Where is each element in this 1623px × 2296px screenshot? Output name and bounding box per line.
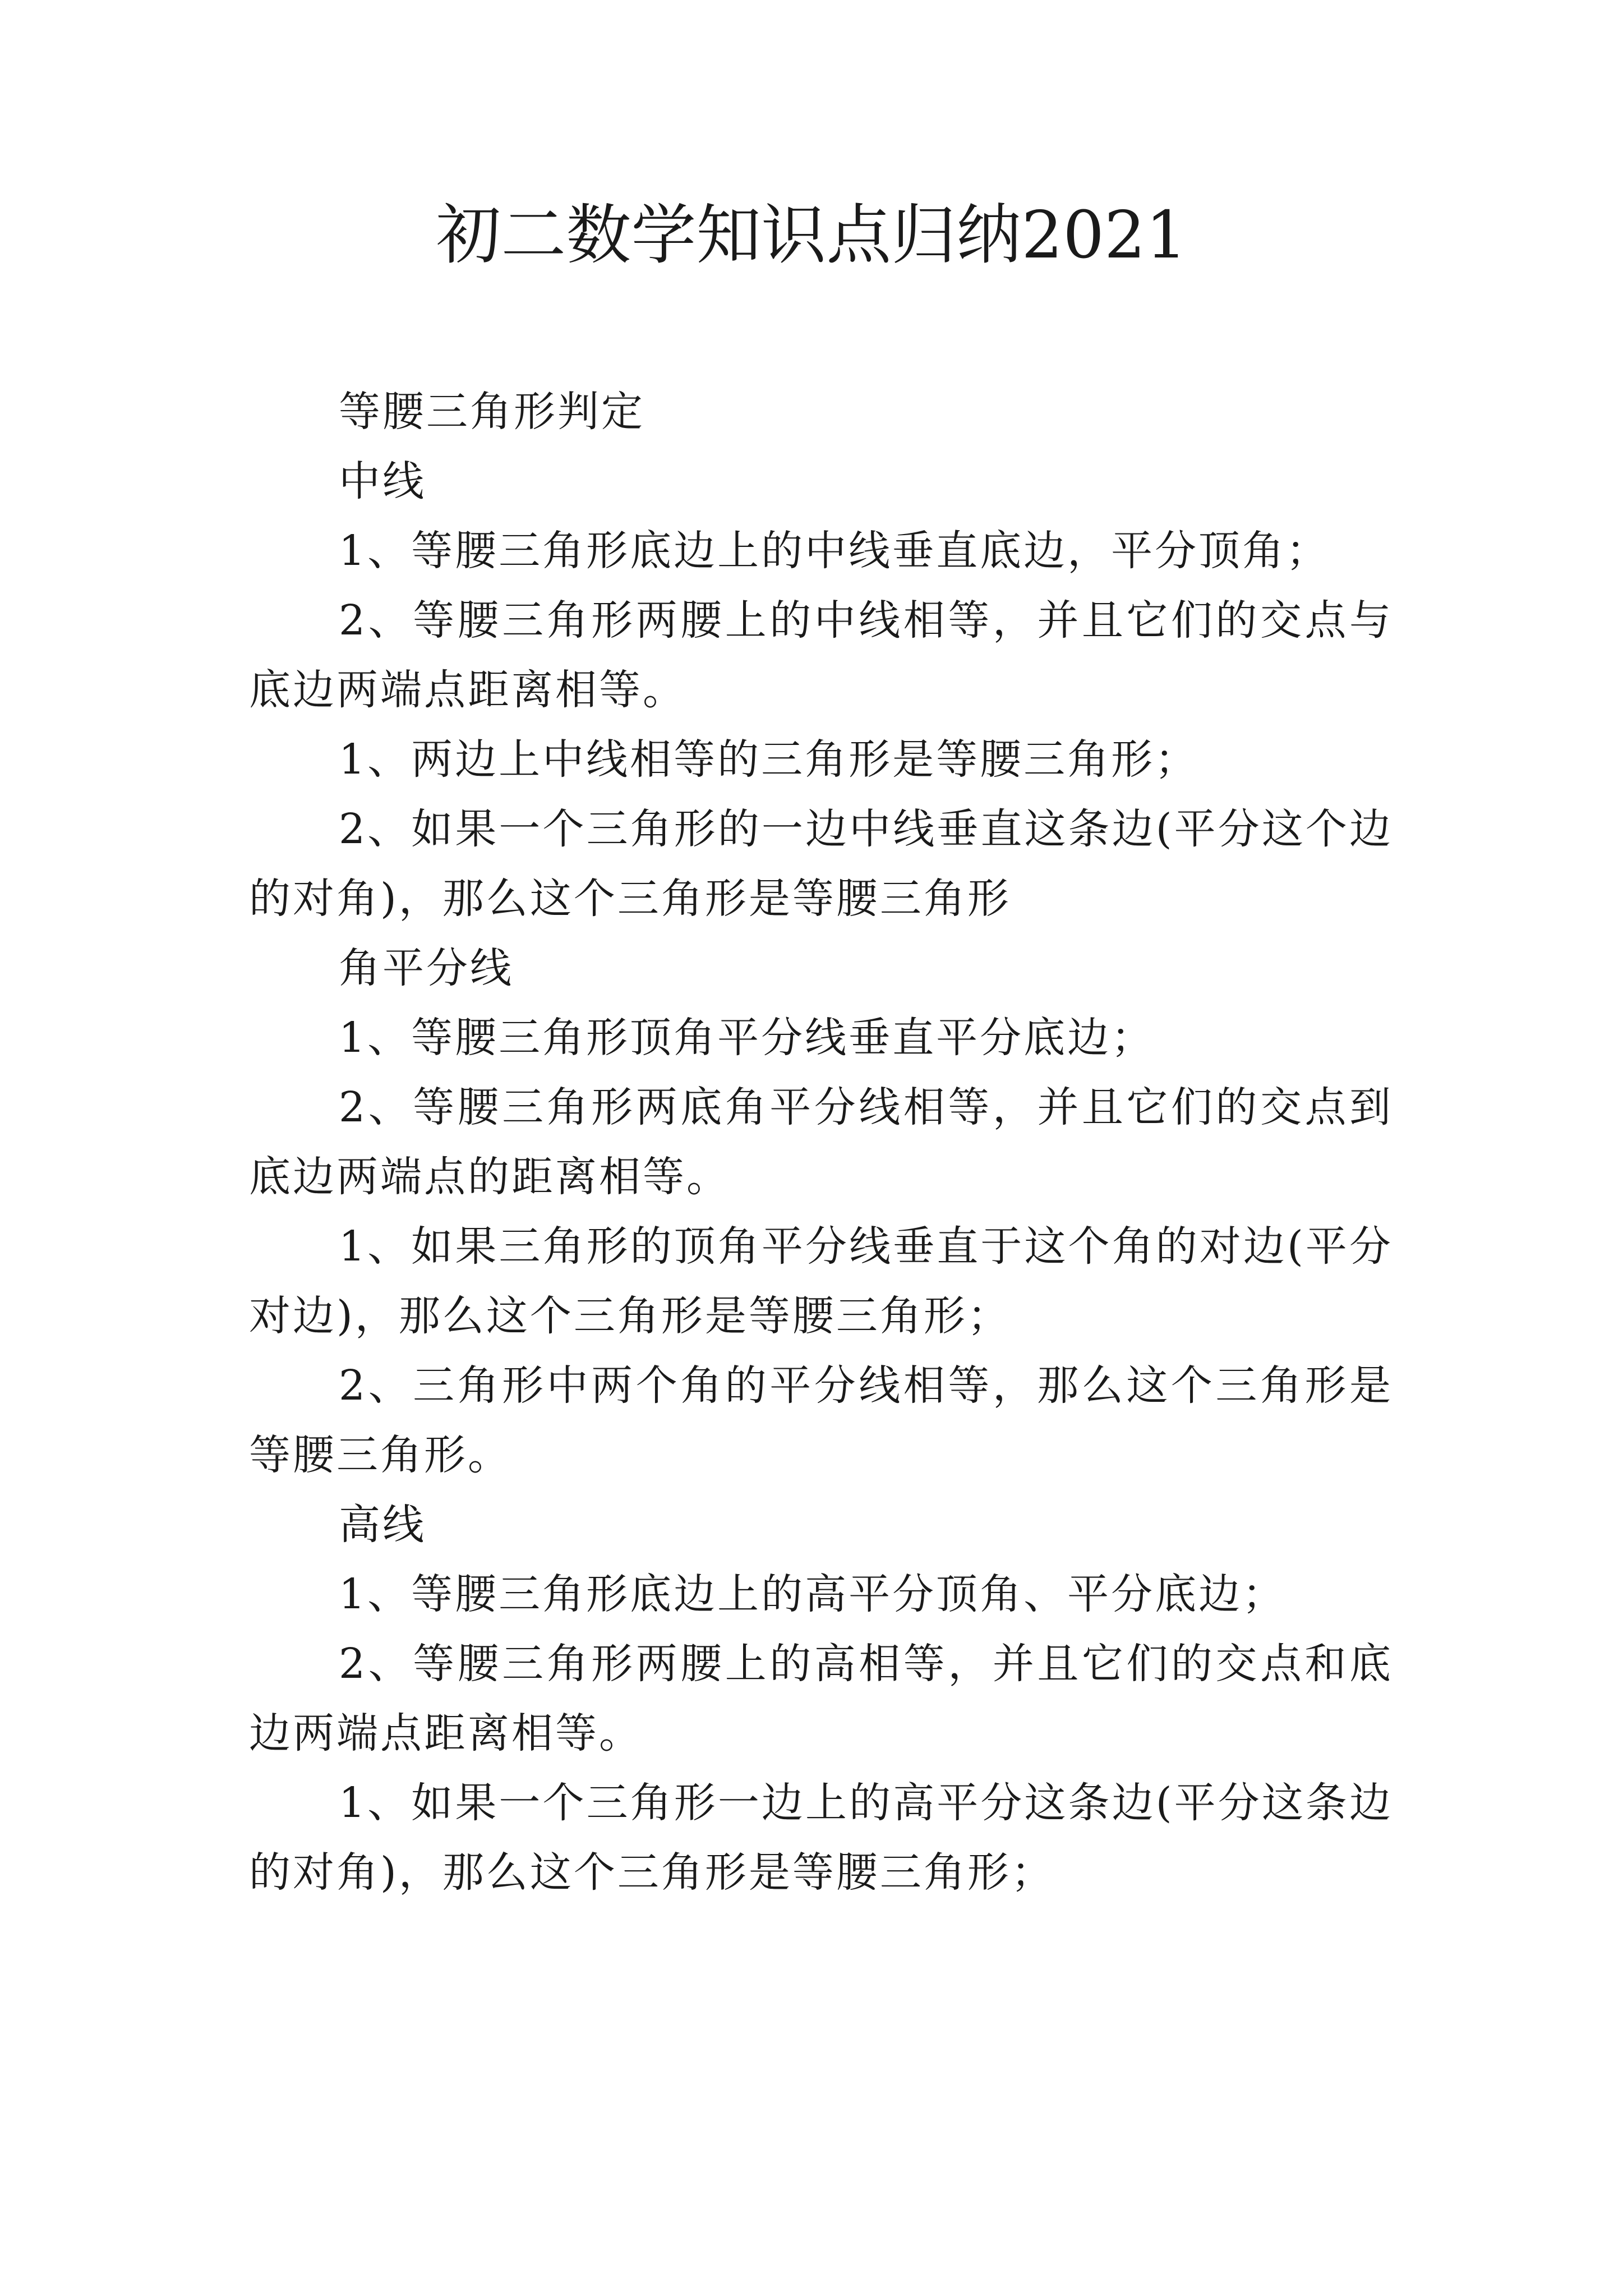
- paragraph: 2、三角形中两个角的平分线相等，那么这个三角形是等腰三角形。: [249, 1361, 1393, 1479]
- document-title: 初二数学知识点归纳2021: [436, 197, 1187, 273]
- paragraph: 1、如果一个三角形一边上的高平分这条边(平分这条边的对角)，那么这个三角形是等腰三角形；: [249, 1779, 1393, 1897]
- paragraph: 1、等腰三角形底边上的高平分顶角、平分底边；: [339, 1570, 1287, 1618]
- paragraph: 1、等腰三角形底边上的中线垂直底边，平分顶角；: [339, 527, 1330, 575]
- section-heading-isosceles-criteria: 等腰三角形判定: [339, 388, 645, 436]
- paragraph: 1、两边上中线相等的三角形是等腰三角形；: [339, 735, 1199, 784]
- paragraph: 2、等腰三角形两底角平分线相等，并且它们的交点到底边两端点的距离相等。: [249, 1083, 1393, 1201]
- section-heading-median: 中线: [339, 457, 426, 505]
- paragraph: 1、如果三角形的顶角平分线垂直于这个角的对边(平分对边)，那么这个三角形是等腰三角形；: [249, 1222, 1393, 1340]
- paragraph: 2、如果一个三角形的一边中线垂直这条边(平分这个边的对角)，那么这个三角形是等腰三角形: [249, 805, 1393, 923]
- paragraph: 2、等腰三角形两腰上的中线相等，并且它们的交点与底边两端点距离相等。: [249, 596, 1393, 714]
- paragraph: 2、等腰三角形两腰上的高相等，并且它们的交点和底边两端点距离相等。: [249, 1640, 1393, 1757]
- paragraph: 1、等腰三角形顶角平分线垂直平分底边；: [339, 1014, 1155, 1062]
- section-heading-angle-bisector: 角平分线: [339, 944, 514, 992]
- section-heading-altitude: 高线: [339, 1501, 426, 1549]
- document-body: [249, 377, 1393, 1907]
